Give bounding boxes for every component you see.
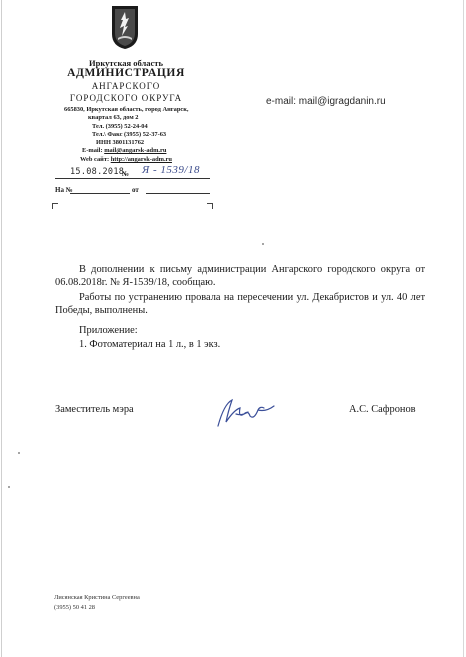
handwritten-signature [214,396,276,432]
website-line [80,156,172,163]
number-label: № [122,170,130,178]
executor-name: Лисянская Кристина Сергеевна [54,594,140,601]
website-link[interactable]: http://angarsk-adm.ru [110,156,172,163]
scan-speck [18,452,20,454]
website-label: Web сайт: [80,156,111,163]
reference-date-label: от [132,186,139,194]
inn-line: ИНН 3801131762 [96,139,145,146]
email-label: E-mail: [82,147,105,154]
address-corner-right [207,203,213,209]
attachment-item: 1. Фотоматериал на 1 л., в 1 экз. [79,339,221,350]
executor-phone: (3955) 50 41 28 [54,604,96,611]
scan-speck [8,486,10,488]
reference-number-label: На № [55,186,73,194]
city-name: АНГАРСКОГО [91,81,161,91]
body-paragraph-1: В дополнении к письму администрации Ангарского городского округа от 06.08.2018г. № Я-1539/18, сообщаю. [55,264,425,288]
address-line-2: квартал 63, дом 2 [88,114,139,121]
attachment-title: Приложение: [79,325,138,336]
email-link[interactable]: mail@angarsk-adm.ru [104,147,167,154]
signatory-title: Заместитель мэра [55,404,134,415]
address-corner-left [52,203,58,209]
reference-date-underline [146,193,210,194]
email-line [82,147,166,154]
registration-date-stamp: 15.08.2018 [70,167,125,177]
page-border-left [1,0,2,657]
district-name: ГОРОДСКОГО ОКРУГА [69,93,183,103]
reference-number-underline [70,193,130,194]
registration-underline [55,178,210,179]
city-coat-of-arms-icon [110,4,140,50]
scan-speck [262,243,264,245]
phone-line: Тел. (3955) 52-24-04 [92,123,148,130]
body-paragraph-2: Работы по устранению провала на пересечении ул. Декабристов и ул. 40 лет Победы, выполнены. [55,292,425,316]
administration-title: АДМИНИСТРАЦИЯ [67,67,185,79]
page-border-right [463,0,464,657]
address-line-1: 665830, Иркутская область, город Ангарск, [64,106,189,113]
recipient-email: e-mail: mail@igragdanin.ru [266,96,386,107]
region-name: Иркутская область [89,58,163,68]
fax-line: Тел.\ Факс (3955) 52-37-63 [92,131,167,138]
signatory-name: А.С. Сафронов [349,404,416,415]
registration-number-handwritten: Я - 1539/18 [142,164,200,176]
